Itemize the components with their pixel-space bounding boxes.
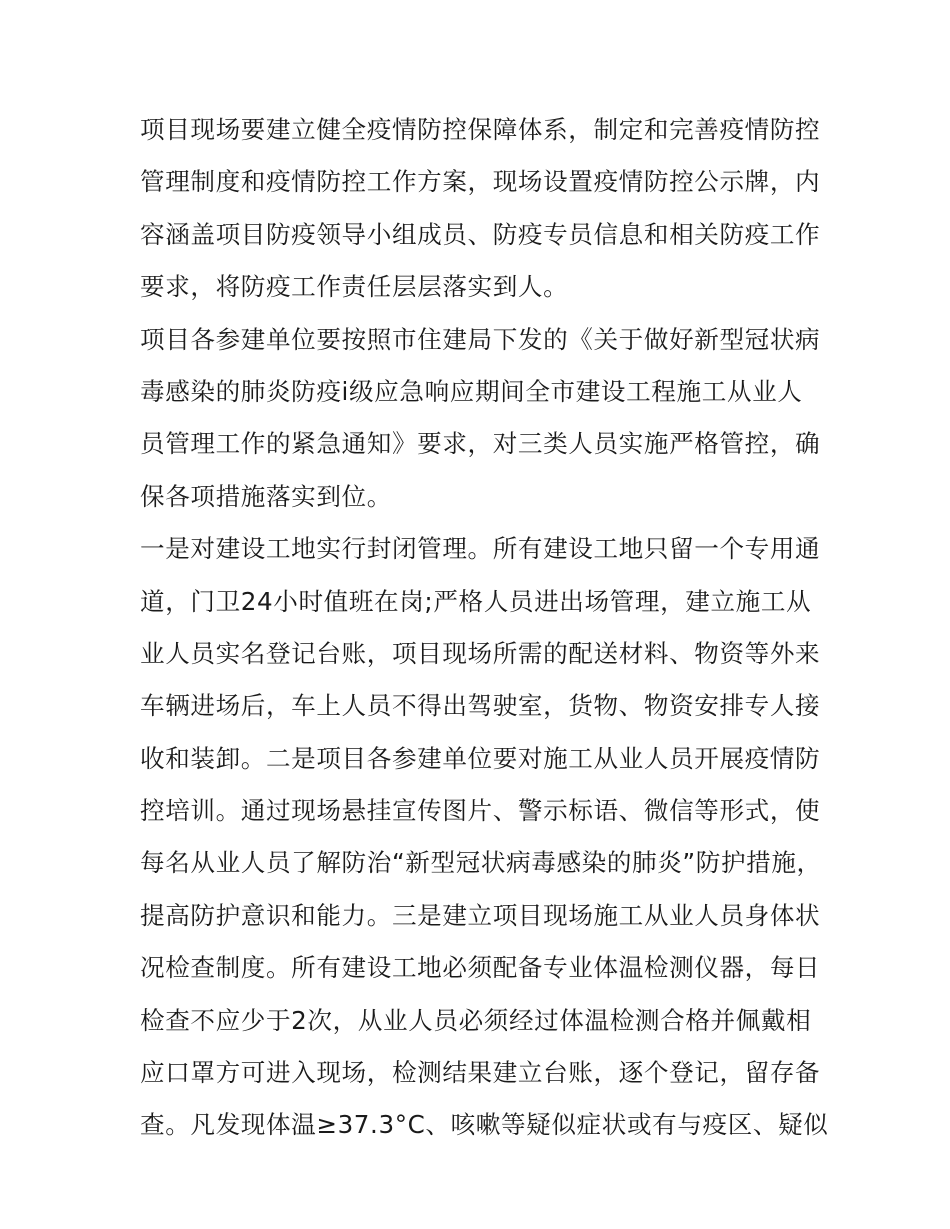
text-line: 每名从业人员了解防治“新型冠状病毒感染的肺炎”防护措施， — [140, 848, 822, 878]
text-line: 应口罩方可进入现场，检测结果建立台账，逐个登记，留存备 — [140, 1058, 821, 1088]
document-body — [140, 104, 829, 1152]
text-line: 项目现场要建立健全疫情防控保障体系，制定和完善疫情防控 — [140, 115, 821, 144]
text-line: 收和装卸。二是项目各参建单位要对施工从业人员开展疫情防 — [140, 743, 821, 773]
text-line: 道，门卫24小时值班在岗;严格人员进出场管理，建立施工从 — [140, 586, 812, 616]
text-line: 控培训。通过现场悬挂宣传图片、警示标语、微信等形式，使 — [140, 796, 821, 826]
text-line: 项目各参建单位要按照市住建局下发的《关于做好新型冠状病 — [140, 324, 821, 354]
text-line: 员管理工作的紧急通知》要求，对三类人员实施严格管控，确 — [140, 429, 821, 459]
text-line: 管理制度和疫情防控工作方案，现场设置疫情防控公示牌，内 — [140, 167, 821, 197]
text-line: 毒感染的肺炎防疫ⅰ级应急响应期间全市建设工程施工从业人 — [140, 376, 803, 406]
text-line: 要求，将防疫工作责任层层落实到人。 — [140, 272, 569, 302]
text-line: 业人员实名登记台账，项目现场所需的配送材料、物资等外来 — [140, 638, 821, 668]
text-line: 查。凡发现体温≥37.3°C、咳嗽等疑似症状或有与疫区、疑似 — [140, 1110, 829, 1140]
text-line: 提高防护意识和能力。三是建立项目现场施工从业人员身体状 — [140, 900, 821, 930]
text-line: 容涵盖项目防疫领导小组成员、防疫专员信息和相关防疫工作 — [140, 219, 821, 249]
text-line: 一是对建设工地实行封闭管理。所有建设工地只留一个专用通 — [140, 534, 821, 564]
text-line: 保各项措施落实到位。 — [140, 481, 392, 511]
text-line: 况检查制度。所有建设工地必须配备专业体温检测仪器，每日 — [140, 953, 821, 983]
text-line: 车辆进场后，车上人员不得出驾驶室，货物、物资安排专人接 — [140, 691, 821, 721]
text-line: 检查不应少于2次，从业人员必须经过体温检测合格并佩戴相 — [140, 1005, 812, 1035]
